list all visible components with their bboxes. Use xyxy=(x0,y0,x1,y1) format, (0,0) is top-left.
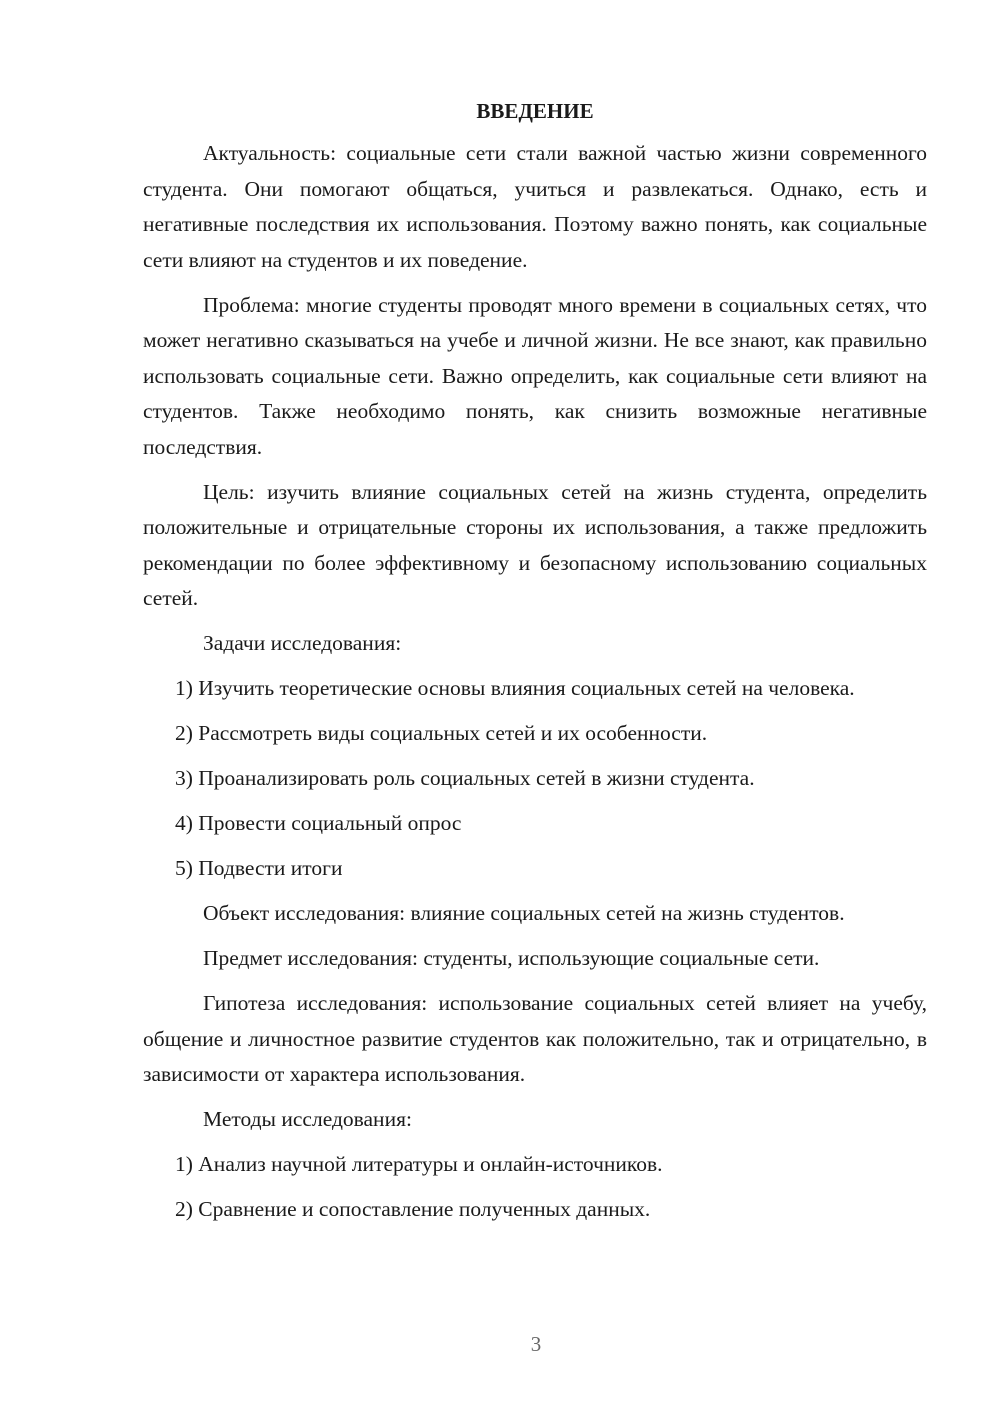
paragraph-problem: Проблема: многие студенты проводят много времени в социальных сетях, что может негативно сказываться на учебе и личной жизни. Не все знают, как правильно использовать социальные сети. Важно определить, как социальные сети влияют на студентов. Также необходимо понять, как снизить возможные негативные последствия. xyxy=(143,292,927,459)
page-content xyxy=(143,96,927,1237)
paragraph-hypothesis: Гипотеза исследования: использование социальных сетей влияет на учебу, общение и личностное развитие студентов как положительно, так и отрицательно, в зависимости от характера использования. xyxy=(143,991,927,1086)
method-item-1: 1) Анализ научной литературы и онлайн-источников. xyxy=(175,1152,663,1176)
paragraph-goal: Цель: изучить влияние социальных сетей на жизнь студента, определить положительные и отрицательные стороны их использования, а также предложить рекомендации по более эффективному и безопасному использованию социальных сетей. xyxy=(143,479,927,610)
page-number: 3 xyxy=(530,1332,542,1356)
paragraph-relevance: Актуальность: социальные сети стали важной частью жизни современного студента. Они помогают общаться, учиться и развлекаться. Однако, есть и негативные последствия их использования. Поэтому важно понять, как социальные сети влияют на студентов и их поведение. xyxy=(143,141,927,272)
paragraph-subject: Предмет исследования: студенты, использующие социальные сети. xyxy=(203,946,820,970)
task-item-1: 1) Изучить теоретические основы влияния социальных сетей на человека. xyxy=(175,676,855,700)
paragraph-object: Объект исследования: влияние социальных сетей на жизнь студентов. xyxy=(203,901,845,925)
task-item-2: 2) Рассмотреть виды социальных сетей и их особенности. xyxy=(175,721,708,745)
task-item-5: 5) Подвести итоги xyxy=(175,856,343,880)
paragraph-tasks-title: Задачи исследования: xyxy=(203,631,402,655)
task-item-4: 4) Провести социальный опрос xyxy=(175,811,462,835)
section-heading: ВВЕДЕНИЕ xyxy=(476,99,594,123)
task-item-3: 3) Проанализировать роль социальных сетей в жизни студента. xyxy=(175,766,755,790)
paragraph-methods-title: Методы исследования: xyxy=(203,1107,412,1131)
method-item-2: 2) Сравнение и сопоставление полученных данных. xyxy=(175,1197,651,1221)
